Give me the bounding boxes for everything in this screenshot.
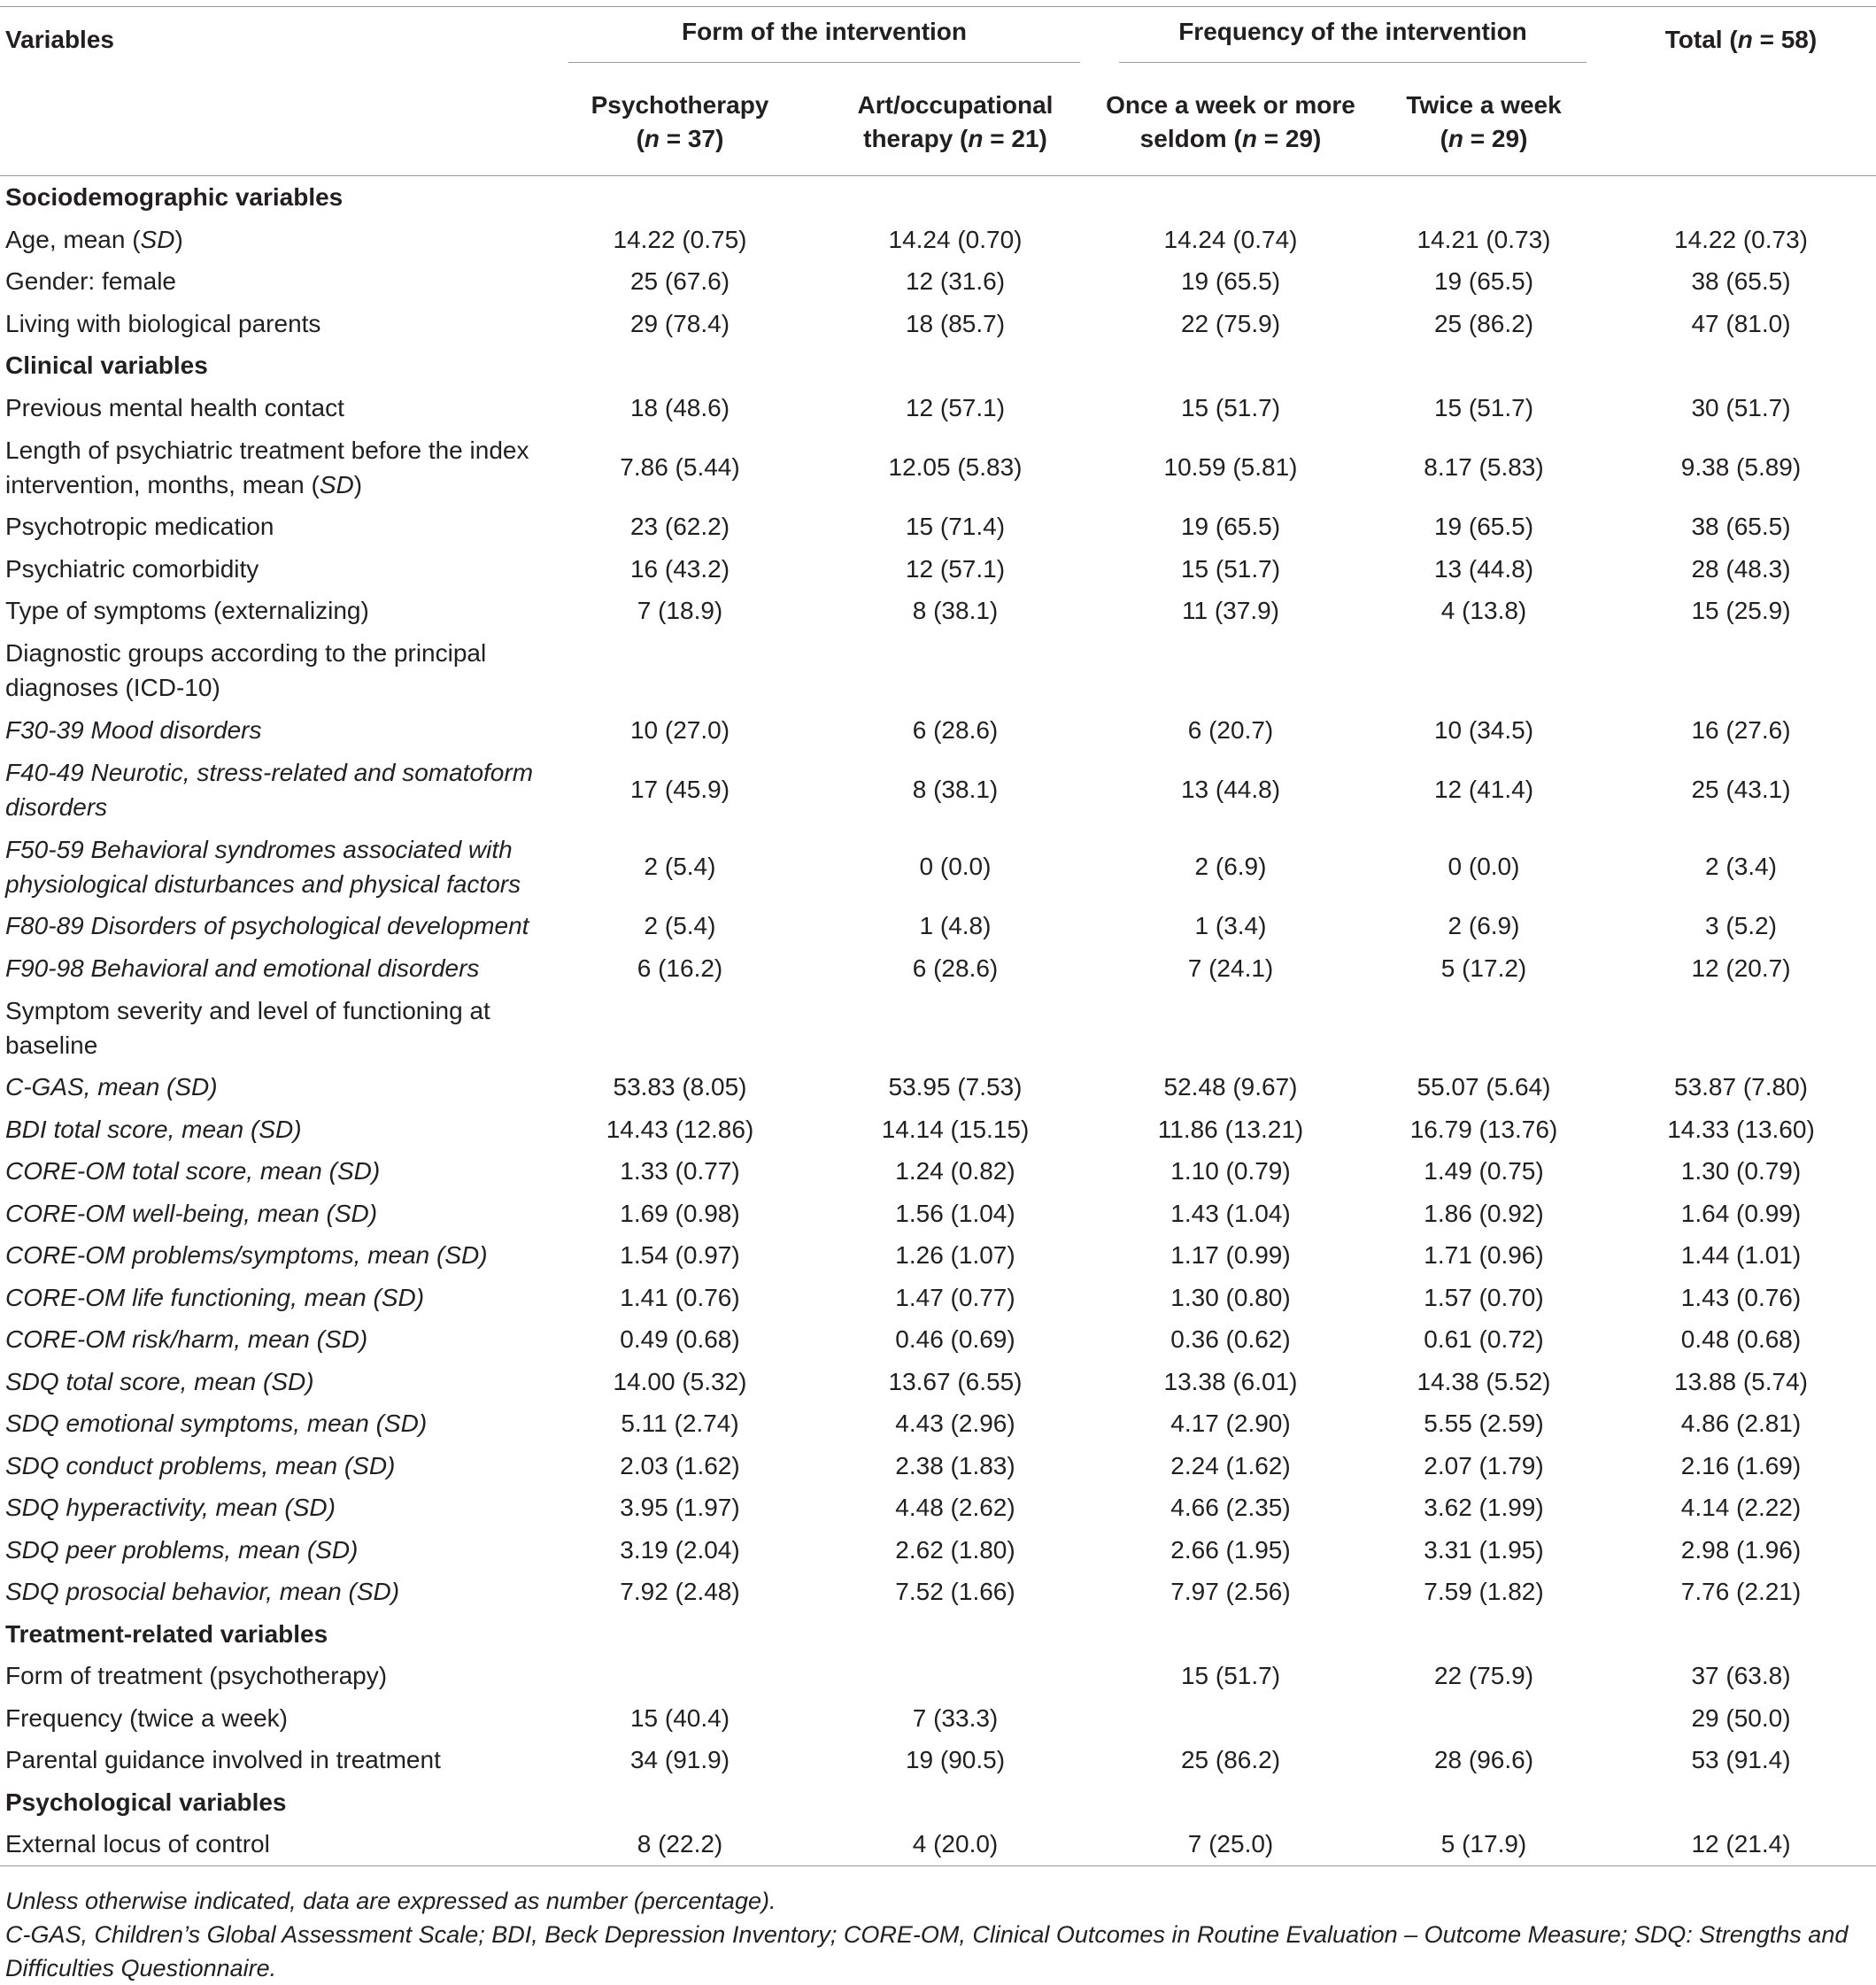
cell-value: 14.24 (0.70)	[888, 225, 1023, 253]
table-row	[0, 1066, 1876, 1108]
cell-value	[1362, 632, 1606, 709]
cell-value: 2.38 (1.83)	[895, 1451, 1015, 1479]
cell-value: 14.24 (0.74)	[1163, 225, 1298, 253]
row-label-text: Living with biological parents	[5, 309, 321, 337]
cell-value: 23 (62.2)	[629, 513, 730, 541]
cell-value: 53.95 (7.53)	[888, 1073, 1023, 1101]
cell-value: 2.24 (1.62)	[1170, 1451, 1291, 1479]
header-form-group: Form of the intervention	[549, 7, 1100, 69]
row-label-text: CORE-OM life functioning, mean (SD)	[5, 1283, 425, 1311]
cell-value: 15 (51.7)	[1433, 393, 1534, 421]
cell-value: 15 (71.4)	[905, 513, 1006, 541]
cell-value: 25 (43.1)	[1691, 776, 1791, 803]
cell-value: 19 (65.5)	[1180, 267, 1281, 296]
cell-value: 1.44 (1.01)	[1680, 1241, 1802, 1270]
row-label-italic: SD	[140, 225, 175, 253]
header-col-pre: (	[636, 125, 645, 152]
cell-value: 4.43 (2.96)	[895, 1410, 1015, 1438]
cell-value: 7 (33.3)	[912, 1703, 999, 1732]
cell-value: 19 (65.5)	[1180, 513, 1281, 541]
row-label-text: SDQ peer problems, mean (SD)	[5, 1535, 359, 1564]
cell-value: 1.71 (0.96)	[1424, 1241, 1544, 1270]
cell-value: 5.11 (2.74)	[621, 1410, 739, 1438]
cell-value	[549, 632, 811, 709]
cell-value: 0.49 (0.68)	[620, 1325, 740, 1354]
cell-value: 8 (38.1)	[912, 597, 999, 625]
row-label-text: F90-98 Behavioral and emotional disorders	[5, 954, 480, 982]
header-col-n: n	[1448, 125, 1464, 152]
row-label	[0, 1193, 549, 1235]
cell-value: 38 (65.5)	[1691, 513, 1791, 541]
cell-value: 10 (27.0)	[629, 715, 730, 744]
table-row	[0, 1529, 1876, 1572]
cell-value: 15 (51.7)	[1180, 554, 1281, 583]
table-row	[0, 1571, 1876, 1613]
cell-value: 1.54 (0.97)	[620, 1241, 740, 1270]
cell-value: 2 (3.4)	[1705, 853, 1777, 880]
cell-value: 1 (3.4)	[1194, 912, 1267, 940]
cell-value: 11.86 (13.21)	[1157, 1115, 1304, 1143]
header-total-blank	[1606, 69, 1876, 176]
row-label-end: )	[353, 470, 363, 498]
cell-value: 11 (37.9)	[1182, 597, 1279, 625]
cell-value: 19 (65.5)	[1433, 267, 1534, 296]
table-row	[0, 947, 1876, 990]
cell-value: 2 (5.4)	[644, 912, 716, 940]
cell-value: 7.52 (1.66)	[895, 1578, 1015, 1606]
cell-value: 1.69 (0.98)	[620, 1199, 740, 1227]
header-col-2	[811, 69, 1100, 176]
table-row	[0, 1108, 1876, 1151]
cell-value	[1100, 1697, 1362, 1740]
cell-value: 25 (86.2)	[1180, 1746, 1281, 1774]
cell-value: 7.92 (2.48)	[620, 1578, 740, 1606]
cell-value: 12 (41.4)	[1433, 776, 1534, 803]
table-row	[0, 1445, 1876, 1487]
section-heading: Psychological variables	[5, 1788, 287, 1816]
header-col-post: = 29)	[1463, 125, 1528, 152]
cell-value: 4.17 (2.90)	[1170, 1410, 1291, 1438]
cell-value: 10 (34.5)	[1433, 715, 1534, 744]
cell-value: 5 (17.9)	[1362, 1823, 1606, 1865]
header-col-line1: Psychotherapy	[591, 91, 769, 119]
table-row	[0, 1193, 1876, 1235]
cell-value	[811, 632, 1100, 709]
table-row	[0, 905, 1876, 947]
table-row	[0, 1402, 1876, 1445]
table-row	[0, 1277, 1876, 1319]
row-label	[0, 387, 549, 429]
cell-value: 30 (51.7)	[1691, 393, 1791, 421]
row-label	[0, 429, 549, 506]
row-label	[0, 709, 549, 752]
cell-value: 38 (65.5)	[1691, 267, 1791, 296]
cell-value: 17 (45.9)	[629, 776, 730, 803]
cell-value: 8 (22.2)	[549, 1823, 811, 1865]
cell-value: 15 (51.7)	[1180, 393, 1281, 421]
cell-value: 7.97 (2.56)	[1170, 1578, 1291, 1606]
table-footnotes	[5, 1884, 1869, 1985]
cell-value: 0 (0.0)	[1448, 853, 1520, 880]
cell-value: 1 (4.8)	[919, 912, 992, 940]
cell-value	[1362, 1697, 1606, 1740]
cell-value: 1.17 (0.99)	[1170, 1241, 1291, 1270]
row-label-text: External locus of control	[5, 1830, 270, 1858]
header-col-1	[549, 69, 811, 176]
header-col-3	[1100, 69, 1362, 176]
section-row	[0, 344, 1876, 387]
cell-value: 1.49 (0.75)	[1424, 1157, 1544, 1186]
cell-value: 1.10 (0.79)	[1170, 1157, 1291, 1186]
cell-value: 2 (5.4)	[644, 853, 716, 880]
row-label-text: Frequency (twice a week)	[5, 1703, 289, 1732]
cell-value: 28 (96.6)	[1433, 1746, 1534, 1774]
row-label	[0, 1277, 549, 1319]
table-body	[0, 176, 1876, 1866]
table-row	[0, 548, 1876, 591]
row-label-text: Psychotropic medication	[5, 513, 274, 541]
cell-value: 2 (6.9)	[1448, 912, 1520, 940]
cell-value: 0.36 (0.62)	[1170, 1325, 1291, 1354]
cell-value	[1100, 632, 1362, 709]
cell-value	[549, 989, 811, 1066]
cell-value: 16 (43.2)	[629, 554, 730, 583]
cell-value: 3.19 (2.04)	[620, 1535, 740, 1564]
cell-value: 53.87 (7.80)	[1674, 1073, 1808, 1101]
row-label-text: CORE-OM total score, mean (SD)	[5, 1157, 381, 1186]
table-row	[0, 828, 1876, 905]
row-label-text: SDQ conduct problems, mean (SD)	[5, 1451, 396, 1479]
table-row	[0, 1150, 1876, 1193]
cell-value: 4.14 (2.22)	[1680, 1494, 1802, 1522]
table-row	[0, 387, 1876, 429]
table-row	[0, 632, 1876, 709]
cell-value: 13 (44.8)	[1180, 776, 1281, 803]
cell-value: 7.59 (1.82)	[1424, 1578, 1544, 1606]
table-row	[0, 709, 1876, 752]
row-label	[0, 260, 549, 303]
row-label-text: Parental guidance involved in treatment	[5, 1746, 441, 1774]
cell-value: 14.43 (12.86)	[606, 1115, 754, 1143]
header-col-post: = 21)	[983, 125, 1047, 152]
cell-value: 29 (50.0)	[1691, 1703, 1791, 1732]
row-label-text: SDQ total score, mean (SD)	[5, 1367, 314, 1395]
cell-value: 25 (86.2)	[1433, 309, 1534, 337]
row-label	[0, 989, 549, 1066]
row-label	[0, 1234, 549, 1277]
cell-value: 0.46 (0.69)	[895, 1325, 1015, 1354]
row-label-text: C-GAS, mean (SD)	[5, 1073, 218, 1101]
cell-value: 1.43 (0.76)	[1680, 1283, 1802, 1311]
row-label-text: Symptom severity and level of functioning at baseline	[5, 996, 490, 1059]
cell-value: 10.59 (5.81)	[1163, 453, 1298, 481]
cell-value: 7.86 (5.44)	[620, 453, 740, 481]
cell-value	[1362, 989, 1606, 1066]
cell-value: 12 (57.1)	[905, 393, 1006, 421]
row-label	[0, 828, 549, 905]
row-label	[0, 1402, 549, 1445]
cell-value: 15 (25.9)	[1691, 597, 1791, 625]
row-label	[0, 303, 549, 345]
cell-value: 14.00 (5.32)	[613, 1367, 747, 1395]
section-heading: Treatment-related variables	[5, 1619, 328, 1648]
header-col-post: = 37)	[660, 125, 724, 152]
cell-value: 13.67 (6.55)	[888, 1367, 1023, 1395]
cell-value	[1100, 989, 1362, 1066]
header-col-n: n	[644, 125, 660, 152]
cell-value: 6 (28.6)	[912, 954, 999, 982]
cell-value: 14.38 (5.52)	[1417, 1367, 1551, 1395]
cell-value: 9.38 (5.89)	[1680, 453, 1802, 481]
cell-value: 47 (81.0)	[1691, 309, 1791, 337]
header-label-blank	[0, 69, 549, 176]
cell-value: 29 (78.4)	[629, 309, 730, 337]
cell-value: 12 (57.1)	[905, 554, 1006, 583]
cell-value	[549, 1655, 811, 1697]
row-label-text: CORE-OM problems/symptoms, mean (SD)	[5, 1241, 488, 1270]
section-heading: Sociodemographic variables	[5, 183, 344, 212]
row-label	[0, 1066, 549, 1108]
row-label-text: F50-59 Behavioral syndromes associated with physiological disturbances and physical factors	[5, 835, 521, 898]
cell-value: 12 (21.4)	[1606, 1823, 1876, 1865]
table-row	[0, 1655, 1876, 1697]
cell-value: 14.22 (0.75)	[613, 225, 747, 253]
cell-value: 52.48 (9.67)	[1163, 1073, 1298, 1101]
table-row	[0, 1318, 1876, 1361]
cell-value: 3.31 (1.95)	[1424, 1535, 1544, 1564]
table-row	[0, 1823, 1876, 1865]
cell-value: 2.16 (1.69)	[1680, 1451, 1802, 1479]
row-label	[0, 1529, 549, 1572]
cell-value	[811, 989, 1100, 1066]
cell-value: 12.05 (5.83)	[888, 453, 1023, 481]
header-col-n: n	[1241, 125, 1257, 152]
cell-value: 16.79 (13.76)	[1409, 1115, 1558, 1143]
section-row	[0, 1613, 1876, 1656]
cell-value: 13.88 (5.74)	[1674, 1367, 1808, 1395]
row-label	[0, 1487, 549, 1529]
row-label	[0, 1571, 549, 1613]
row-label	[0, 632, 549, 709]
cell-value: 4 (20.0)	[811, 1823, 1100, 1865]
cell-value: 0.48 (0.68)	[1680, 1325, 1802, 1354]
cell-value: 14.21 (0.73)	[1417, 225, 1551, 253]
table-row	[0, 1739, 1876, 1781]
footnote-1: Unless otherwise indicated, data are expressed as number (percentage).	[5, 1888, 776, 1914]
header-col-line1: Once a week or more	[1106, 91, 1355, 119]
row-label-text: SDQ hyperactivity, mean (SD)	[5, 1494, 336, 1522]
row-label	[0, 1445, 549, 1487]
cell-value: 15 (40.4)	[629, 1703, 730, 1732]
header-col-pre: (	[1440, 125, 1448, 152]
cell-value: 18 (48.6)	[629, 393, 730, 421]
cell-value: 4.86 (2.81)	[1680, 1410, 1802, 1438]
row-label	[0, 1655, 549, 1697]
cell-value: 1.26 (1.07)	[895, 1241, 1015, 1270]
cell-value: 2.62 (1.80)	[895, 1535, 1015, 1564]
cell-value: 1.41 (0.76)	[620, 1283, 740, 1311]
row-label	[0, 548, 549, 591]
cell-value: 2 (6.9)	[1194, 853, 1267, 880]
cell-value: 1.30 (0.79)	[1680, 1157, 1802, 1186]
cell-value: 53 (91.4)	[1691, 1746, 1791, 1774]
row-label-text: F80-89 Disorders of psychological development	[5, 912, 529, 940]
table-row	[0, 260, 1876, 303]
header-variables: Variables	[5, 26, 114, 53]
row-label-text: Diagnostic groups according to the principal diagnoses (ICD-10)	[5, 639, 487, 701]
row-label	[0, 506, 549, 548]
row-label	[0, 1697, 549, 1740]
row-label	[0, 751, 549, 828]
cell-value: 1.43 (1.04)	[1170, 1199, 1291, 1227]
cell-value: 1.86 (0.92)	[1424, 1199, 1544, 1227]
table-row	[0, 1361, 1876, 1403]
cell-value: 6 (20.7)	[1187, 715, 1274, 744]
cell-value: 2.03 (1.62)	[620, 1451, 740, 1479]
table-row	[0, 1697, 1876, 1740]
table-row	[0, 590, 1876, 632]
row-label-text: Form of treatment (psychotherapy)	[5, 1662, 388, 1690]
cell-value: 3.95 (1.97)	[620, 1494, 740, 1522]
header-col-4	[1362, 69, 1606, 176]
cell-value: 12 (20.7)	[1691, 954, 1791, 982]
cell-value: 55.07 (5.64)	[1417, 1073, 1551, 1101]
row-label-text: Length of psychiatric treatment before the index intervention, months, mean (	[5, 436, 529, 498]
table-row	[0, 506, 1876, 548]
table-row	[0, 1234, 1876, 1277]
cell-value: 8.17 (5.83)	[1424, 453, 1544, 481]
section-row	[0, 176, 1876, 219]
row-label-text: Age, mean (	[5, 225, 141, 253]
cell-value: 5 (17.2)	[1440, 954, 1527, 982]
cell-value: 19 (90.5)	[905, 1746, 1006, 1774]
cell-value: 1.56 (1.04)	[895, 1199, 1015, 1227]
cell-value: 1.64 (0.99)	[1680, 1199, 1802, 1227]
cell-value: 5.55 (2.59)	[1424, 1410, 1544, 1438]
cell-value: 6 (28.6)	[912, 715, 999, 744]
characteristics-table	[0, 6, 1876, 1866]
row-label-text: Gender: female	[5, 267, 176, 296]
header-col-n: n	[968, 125, 984, 152]
row-label	[0, 1739, 549, 1781]
cell-value: 8 (38.1)	[912, 776, 999, 803]
cell-value: 12 (31.6)	[905, 267, 1006, 296]
row-label-text: Previous mental health contact	[5, 393, 344, 421]
cell-value: 3.62 (1.99)	[1424, 1494, 1544, 1522]
cell-value: 53.83 (8.05)	[613, 1073, 747, 1101]
row-label	[0, 1361, 549, 1403]
row-label-text: CORE-OM risk/harm, mean (SD)	[5, 1325, 368, 1354]
header-col-pre: seldom (	[1139, 125, 1242, 152]
cell-value: 25 (67.6)	[629, 267, 730, 296]
cell-value: 14.33 (13.60)	[1667, 1115, 1815, 1143]
cell-value: 37 (63.8)	[1691, 1662, 1791, 1690]
cell-value: 7 (18.9)	[637, 597, 723, 625]
header-frequency-group: Frequency of the intervention	[1100, 7, 1606, 69]
row-label-italic: SD	[319, 470, 354, 498]
header-col-line1: Twice a week	[1406, 91, 1562, 119]
table-row	[0, 1487, 1876, 1529]
row-label	[0, 590, 549, 632]
cell-value	[1606, 632, 1876, 709]
cell-value: 22 (75.9)	[1180, 309, 1281, 337]
cell-value: 19 (65.5)	[1433, 513, 1534, 541]
cell-value: 1.47 (0.77)	[895, 1283, 1015, 1311]
row-label-text: SDQ prosocial behavior, mean (SD)	[5, 1578, 400, 1606]
cell-value: 0.61 (0.72)	[1424, 1325, 1544, 1354]
row-label	[0, 1318, 549, 1361]
header-col-post: = 29)	[1256, 125, 1322, 152]
section-row	[0, 1781, 1876, 1824]
table-row	[0, 303, 1876, 345]
row-label-text: F40-49 Neurotic, stress-related and somatoform disorders	[5, 758, 534, 821]
cell-value: 7 (25.0)	[1100, 1823, 1362, 1865]
row-label	[0, 905, 549, 947]
cell-value: 1.30 (0.80)	[1170, 1283, 1291, 1311]
header-col-pre: therapy (	[863, 125, 969, 152]
cell-value: 2.07 (1.79)	[1424, 1451, 1544, 1479]
cell-value: 13.38 (6.01)	[1163, 1367, 1298, 1395]
row-label	[0, 1108, 549, 1151]
cell-value: 14.14 (15.15)	[881, 1115, 1030, 1143]
row-label-text: Type of symptoms (externalizing)	[5, 597, 369, 625]
cell-value	[1606, 989, 1876, 1066]
cell-value: 16 (27.6)	[1691, 715, 1791, 744]
table-row	[0, 751, 1876, 828]
table-row	[0, 429, 1876, 506]
cell-value: 6 (16.2)	[637, 954, 723, 982]
cell-value: 2.66 (1.95)	[1170, 1535, 1291, 1564]
cell-value: 15 (51.7)	[1180, 1662, 1281, 1690]
row-label	[0, 219, 549, 261]
cell-value: 4.66 (2.35)	[1170, 1494, 1291, 1522]
cell-value: 2.98 (1.96)	[1680, 1535, 1802, 1564]
footnote-2: C-GAS, Children’s Global Assessment Scale; BDI, Beck Depression Inventory; CORE-OM, Clinical Outcomes in Routine Evaluation – Outcome Measure; SDQ: Strengths and Difficulties Questionnaire.	[5, 1921, 1849, 1981]
row-label-text: SDQ emotional symptoms, mean (SD)	[5, 1410, 428, 1438]
table-row	[0, 989, 1876, 1066]
row-label	[0, 1823, 549, 1865]
row-label	[0, 1150, 549, 1193]
row-label-text: CORE-OM well-being, mean (SD)	[5, 1199, 378, 1227]
row-label-text: F30-39 Mood disorders	[5, 715, 262, 744]
row-label-end: )	[174, 225, 183, 253]
header-col-line1: Art/occupational	[857, 91, 1054, 119]
cell-value: 4 (13.8)	[1440, 597, 1527, 625]
cell-value: 14.22 (0.73)	[1674, 225, 1808, 253]
header-total: Total (n = 58)	[1664, 26, 1818, 53]
cell-value: 3 (5.2)	[1705, 912, 1777, 940]
cell-value: 22 (75.9)	[1433, 1662, 1534, 1690]
table-row	[0, 219, 1876, 261]
cell-value: 4.48 (2.62)	[895, 1494, 1015, 1522]
cell-value: 7.76 (2.21)	[1680, 1578, 1802, 1606]
cell-value: 1.57 (0.70)	[1424, 1283, 1544, 1311]
cell-value: 13 (44.8)	[1433, 554, 1534, 583]
cell-value: 0 (0.0)	[919, 853, 992, 880]
cell-value	[811, 1655, 1100, 1697]
row-label	[0, 947, 549, 990]
cell-value: 1.24 (0.82)	[895, 1157, 1015, 1186]
cell-value: 1.33 (0.77)	[620, 1157, 740, 1186]
row-label-text: BDI total score, mean (SD)	[5, 1115, 302, 1143]
section-heading: Clinical variables	[5, 351, 208, 380]
row-label-text: Psychiatric comorbidity	[5, 554, 259, 583]
cell-value: 7 (24.1)	[1187, 954, 1274, 982]
cell-value: 34 (91.9)	[629, 1746, 730, 1774]
cell-value: 18 (85.7)	[905, 309, 1006, 337]
cell-value: 28 (48.3)	[1691, 554, 1791, 583]
